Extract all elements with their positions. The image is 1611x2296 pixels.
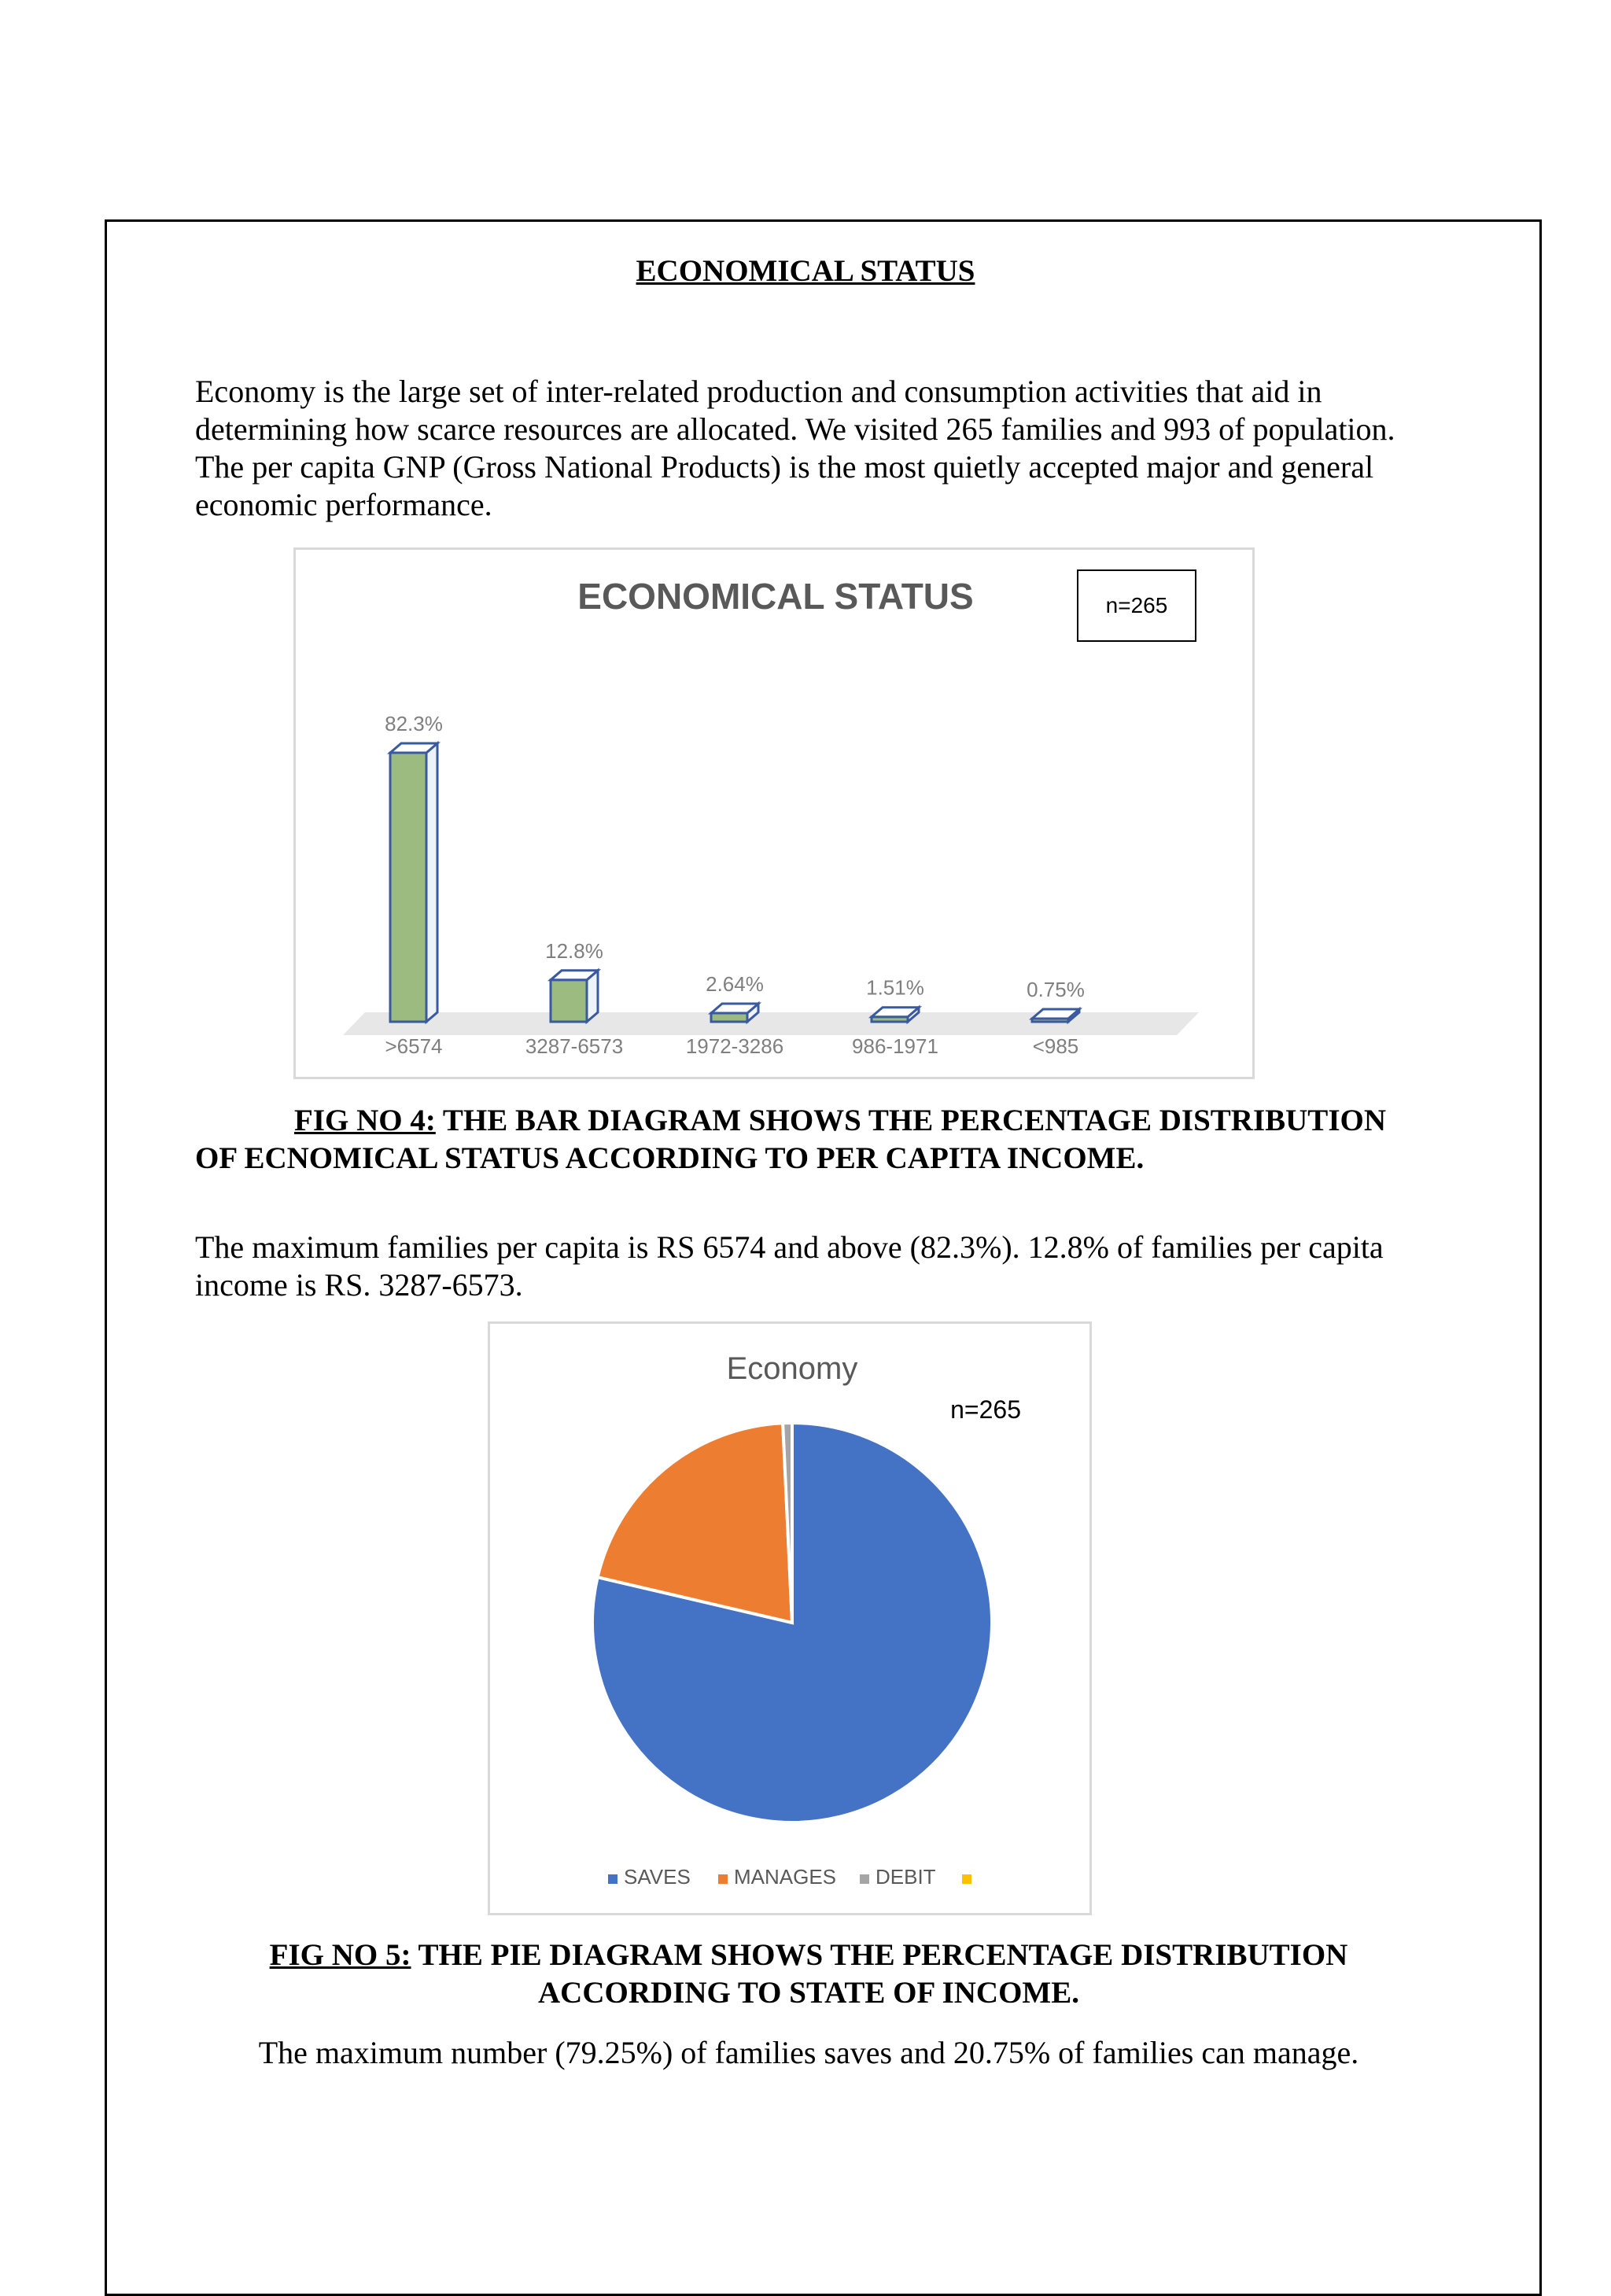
fig5-text: THE PIE DIAGRAM SHOWS THE PERCENTAGE DISTRIBUTION ACCORDING TO STATE OF INCOME. [411, 1938, 1348, 2010]
bar-1 [390, 743, 437, 1022]
bars-group [385, 712, 1085, 1058]
fig5-label: FIG NO 5: [269, 1938, 411, 1972]
bar-chart [293, 547, 1255, 1079]
bar-category-label-5: <985 [1032, 1034, 1079, 1058]
pie-legend [608, 1865, 971, 1889]
page-heading: ECONOMICAL STATUS [636, 254, 975, 288]
bar-data-label-5: 0.75% [1027, 978, 1085, 1001]
fig5-caption [195, 1937, 1422, 2012]
intro-paragraph: Economy is the large set of inter-related production and consumption activities that aid in determining how scarce resources are allocated. We visited 265 families and 993 of population. The per capita GNP (Gross National Products) is the most quietly accepted major and general economic performance. [195, 374, 1395, 522]
bar-chart-canvas [296, 550, 1257, 1082]
legend-marker-4 [962, 1874, 971, 1884]
bar-chart-title: ECONOMICAL STATUS [577, 576, 974, 617]
fig4-label: FIG NO 4: [294, 1104, 436, 1137]
bar-5 [1032, 1009, 1079, 1022]
bar-category-label-1: >6574 [385, 1034, 443, 1058]
bar-category-label-2: 3287-6573 [525, 1034, 624, 1058]
paragraph-after-fig4: The maximum families per capita is RS 6574 and above (82.3%). 12.8% of families per capita income is RS. 3287-6573. [195, 1229, 1384, 1303]
legend-label-debit: DEBIT [876, 1865, 936, 1889]
bar-category-label-3: 1972-3286 [685, 1034, 784, 1058]
legend-marker-3 [860, 1874, 869, 1884]
bar-3 [711, 1004, 758, 1022]
pie-chart-canvas [490, 1324, 1094, 1918]
bar-4 [872, 1008, 919, 1022]
fig4-caption [195, 1102, 1422, 1177]
bar-category-label-4: 986-1971 [852, 1034, 938, 1058]
closing-paragraph: The maximum number (79.25%) of families saves and 20.75% of families can manage. [258, 2035, 1359, 2070]
bar-data-label-4: 1.51% [866, 975, 924, 1000]
bar-data-label-3: 2.64% [706, 972, 764, 997]
pie-slices [592, 1423, 992, 1822]
fig4-text: THE BAR DIAGRAM SHOWS THE PERCENTAGE DISTRIBUTION OF ECNOMICAL STATUS ACCORDING TO PER CAPITA INCOME. [195, 1104, 1386, 1175]
legend-label-manages: MANAGES [734, 1865, 837, 1889]
legend-marker-1 [608, 1874, 617, 1884]
pie-chart-n-label: n=265 [950, 1395, 1021, 1424]
legend-marker-2 [718, 1874, 728, 1884]
bar-2 [551, 971, 598, 1022]
pie-chart-title: Economy [726, 1351, 858, 1386]
bar-chart-n-label: n=265 [1105, 593, 1168, 617]
pie-chart [488, 1321, 1092, 1915]
bar-data-label-2: 12.8% [545, 938, 603, 963]
bar-data-label-1: 82.3% [385, 712, 443, 735]
legend-label-saves: SAVES [624, 1865, 691, 1889]
